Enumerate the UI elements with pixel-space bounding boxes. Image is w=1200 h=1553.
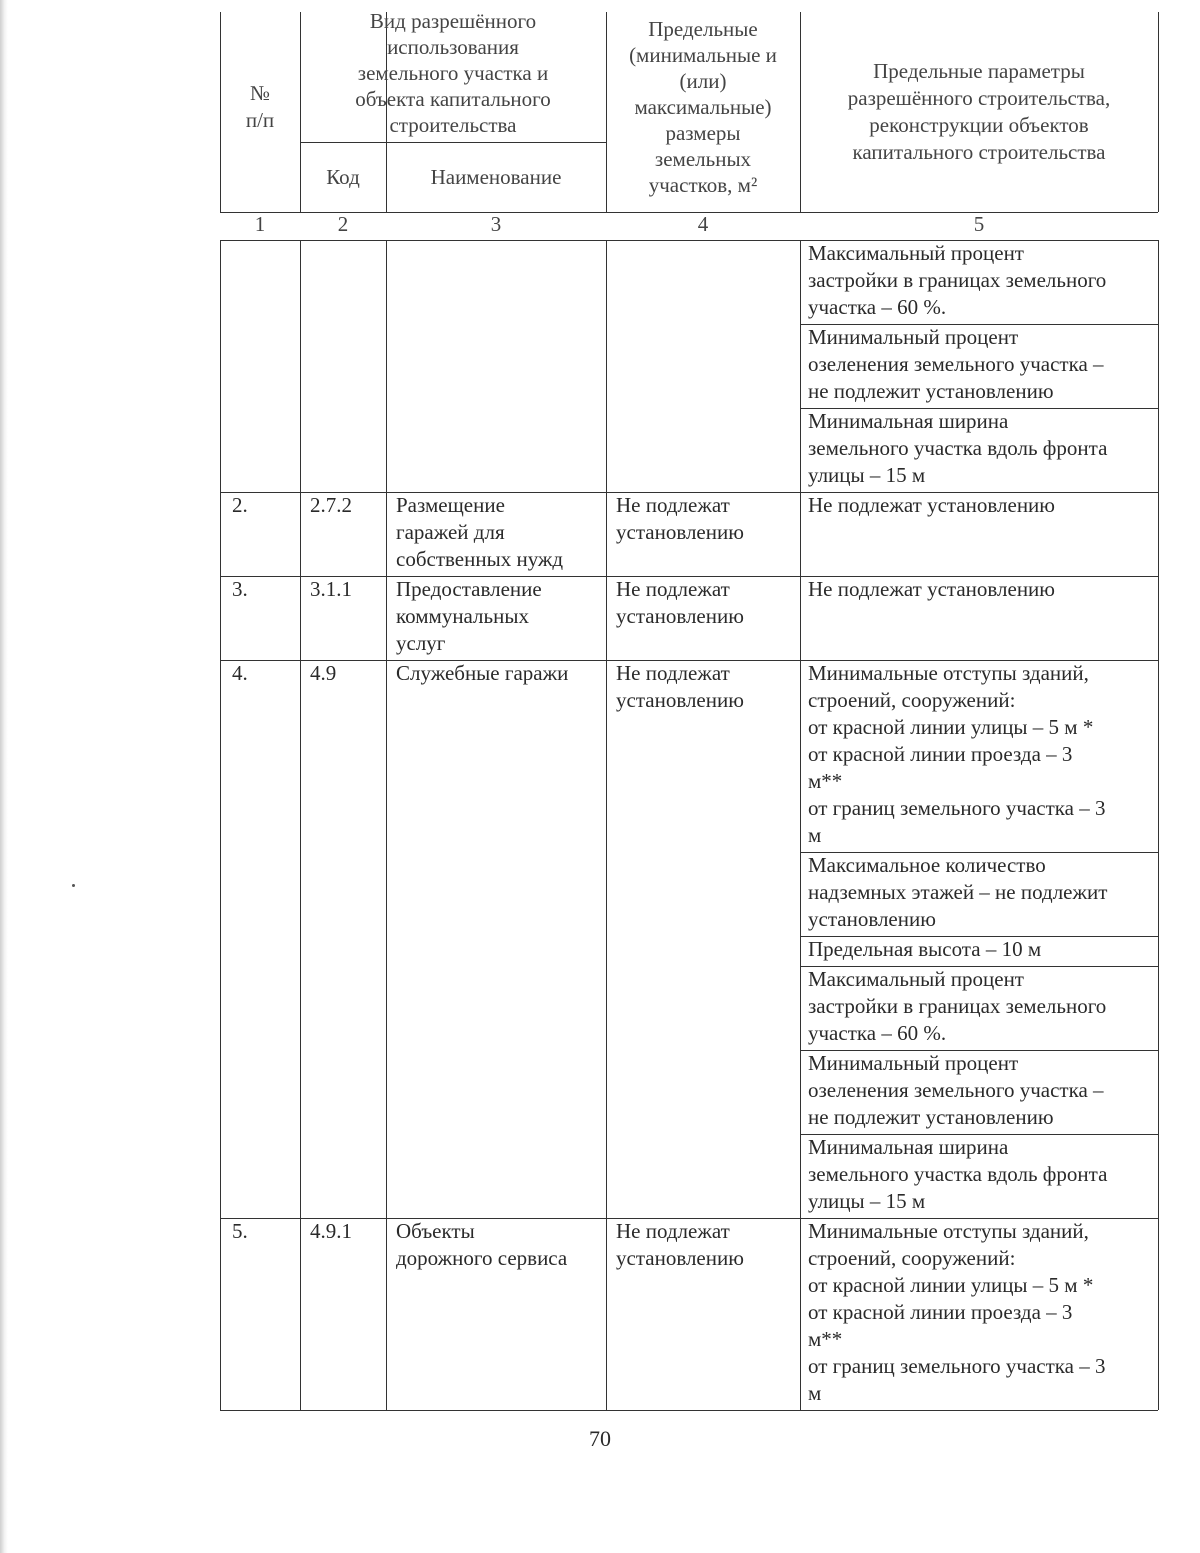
parameter-cell (808, 492, 1158, 519)
column-number-2-line: 2 (337, 212, 349, 236)
row-plot-size-line: Не подлежат (616, 661, 730, 685)
header-col-number-line: п/п (245, 108, 275, 132)
header-use-type-line: земельного участка и (357, 61, 549, 85)
row-border (220, 240, 221, 492)
parameter-cell-line: м (808, 823, 822, 847)
row-plot-size (616, 1218, 800, 1272)
header-name (386, 164, 606, 191)
scan-edge-shadow (0, 0, 8, 1553)
parameter-cell-line: земельного участка вдоль фронта (808, 1162, 1108, 1186)
column-number-3-line: 3 (490, 212, 502, 236)
row-border (606, 492, 607, 576)
parameter-cell-line: от красной линии улицы – 5 м * (808, 1273, 1094, 1297)
column-number-3 (386, 211, 606, 238)
header-parameters-line: реконструкции объектов (869, 113, 1089, 137)
parameter-cell-line: улицы – 15 м (808, 463, 926, 487)
parameter-cell-line: Предельная высота – 10 м (808, 937, 1042, 961)
row-name-line: собственных нужд (396, 547, 564, 571)
row-number-line: 5. (232, 1219, 248, 1243)
parameter-cell-line: строений, сооружений: (808, 1246, 1016, 1270)
row-border (606, 576, 607, 660)
parameter-cell-line: м** (808, 1327, 843, 1351)
parameter-cell (808, 324, 1158, 405)
column-number-5-line: 5 (973, 212, 985, 236)
row-name (396, 1218, 606, 1272)
row-border (220, 1218, 221, 1410)
row-border (386, 576, 387, 660)
parameter-cell-line: Максимальный процент (808, 967, 1024, 991)
header-name-line: Наименование (430, 165, 562, 189)
parameter-cell-line: от красной линии проезда – 3 (808, 1300, 1073, 1324)
row-code-line: 2.7.2 (310, 493, 352, 517)
row-plot-size-line: установлению (616, 520, 744, 544)
parameter-cell-line: Максимальный процент (808, 241, 1024, 265)
header-use-type-line: объекта капитального (355, 87, 551, 111)
row-plot-size-line: Не подлежат (616, 493, 730, 517)
row-plot-size (616, 492, 800, 546)
row-border (220, 660, 221, 1218)
row-border (300, 1218, 301, 1410)
row-border (300, 660, 301, 1218)
header-plot-size-line: земельных (654, 147, 752, 171)
row-number (232, 660, 300, 687)
parameter-cell-line: улицы – 15 м (808, 1189, 926, 1213)
row-plot-size (616, 576, 800, 630)
row-name-line: услуг (396, 631, 446, 655)
header-parameters-line: разрешённого строительства, (847, 86, 1111, 110)
parameter-cell-line: не подлежит установлению (808, 379, 1054, 403)
row-plot-size-line: Не подлежат (616, 577, 730, 601)
parameter-cell-line: участка – 60 %. (808, 1021, 947, 1045)
parameter-cell-line: Не подлежат установлению (808, 577, 1055, 601)
parameter-cell-line: строений, сооружений: (808, 688, 1016, 712)
row-code-line: 3.1.1 (310, 577, 352, 601)
column-number-2 (300, 211, 386, 238)
row-name (396, 576, 606, 657)
row-border (386, 240, 387, 492)
row-border (1158, 576, 1159, 660)
parameter-cell-line: м** (808, 769, 843, 793)
parameter-cell-line: от границ земельного участка – 3 (808, 1354, 1106, 1378)
parameter-cell (808, 1134, 1158, 1215)
row-border (800, 576, 801, 660)
row-name (396, 492, 606, 573)
header-plot-size-line: Предельные (648, 17, 758, 41)
parameter-cell-line: озеленения земельного участка – (808, 1078, 1104, 1102)
parameter-cell-line: от красной линии улицы – 5 м * (808, 715, 1094, 739)
parameter-cell (808, 936, 1158, 963)
row-border (1158, 240, 1159, 492)
parameter-cell-line: Не подлежат установлению (808, 493, 1055, 517)
row-name-line: гаражей для (396, 520, 505, 544)
header-col-number (220, 80, 300, 134)
header-use-type (300, 8, 606, 138)
row-plot-size-line: установлению (616, 1246, 744, 1270)
row-border (300, 576, 301, 660)
row-name-line: дорожного сервиса (396, 1246, 568, 1270)
row-border (220, 492, 221, 576)
parameter-cell-line: от красной линии проезда – 3 (808, 742, 1073, 766)
row-border (386, 660, 387, 1218)
row-border (386, 1218, 387, 1410)
row-number-line: 2. (232, 493, 248, 517)
column-number-4 (606, 211, 800, 238)
parameter-cell-line: застройки в границах земельного (808, 268, 1107, 292)
column-number-5 (800, 211, 1158, 238)
row-border (386, 492, 387, 576)
row-name (396, 660, 606, 687)
row-border (800, 492, 801, 576)
column-number-1-line: 1 (254, 212, 266, 236)
header-parameters-line: Предельные параметры (873, 59, 1085, 83)
parameter-cell-line: Минимальная ширина (808, 409, 1009, 433)
row-number (232, 1218, 300, 1245)
row-number-line: 4. (232, 661, 248, 685)
row-border (800, 240, 801, 492)
row-name-line: Служебные гаражи (396, 661, 569, 685)
header-plot-size (606, 16, 800, 198)
row-number (232, 576, 300, 603)
row-border (606, 1218, 607, 1410)
parameter-cell-line: застройки в границах земельного (808, 994, 1107, 1018)
row-name-line: Объекты (396, 1219, 475, 1243)
parameter-cell-line: м (808, 1381, 822, 1405)
row-bottom-border (220, 1410, 1158, 1411)
column-number-1 (220, 211, 300, 238)
header-use-type-line: строительства (389, 113, 517, 137)
row-name-line: Размещение (396, 493, 505, 517)
parameter-cell-line: не подлежит установлению (808, 1105, 1054, 1129)
row-border (606, 660, 607, 1218)
parameter-cell (808, 852, 1158, 933)
parameter-cell-line: Минимальный процент (808, 1051, 1019, 1075)
row-code (310, 576, 386, 603)
header-parameters-line: капитального строительства (852, 140, 1106, 164)
column-border-5 (1158, 12, 1159, 212)
row-border (300, 240, 301, 492)
parameter-cell-line: установлению (808, 907, 936, 931)
parameter-cell-line: земельного участка вдоль фронта (808, 436, 1108, 460)
header-code-line: Код (326, 165, 360, 189)
row-border (300, 492, 301, 576)
row-number (232, 492, 300, 519)
parameter-cell (808, 240, 1158, 321)
parameter-cell-line: Минимальные отступы зданий, (808, 661, 1089, 685)
row-border (800, 660, 801, 1218)
header-use-type-line: использования (387, 35, 519, 59)
row-code (310, 492, 386, 519)
header-parameters (800, 58, 1158, 166)
row-number-line: 3. (232, 577, 248, 601)
header-use-type-line: Вид разрешённого (369, 9, 537, 33)
row-name-line: коммунальных (396, 604, 529, 628)
row-name-line: Предоставление (396, 577, 542, 601)
column-number-4-line: 4 (697, 212, 709, 236)
header-subdivider (300, 142, 606, 143)
row-code (310, 1218, 386, 1245)
row-plot-size (616, 660, 800, 714)
row-code-line: 4.9 (310, 661, 337, 685)
row-border (1158, 660, 1159, 1218)
parameter-cell (808, 1218, 1158, 1407)
header-col-number-line: № (249, 81, 271, 105)
header-plot-size-line: размеры (665, 121, 741, 145)
parameter-cell-line: Максимальное количество (808, 853, 1046, 877)
parameter-cell-line: Минимальный процент (808, 325, 1019, 349)
page-number: 70 (589, 1426, 611, 1451)
parameter-cell-line: Минимальная ширина (808, 1135, 1009, 1159)
row-border (606, 240, 607, 492)
row-border (1158, 492, 1159, 576)
row-border (1158, 1218, 1159, 1410)
row-code (310, 660, 386, 687)
parameter-cell-line: участка – 60 %. (808, 295, 947, 319)
row-border (800, 1218, 801, 1410)
parameter-cell (808, 1050, 1158, 1131)
row-border (220, 576, 221, 660)
row-code-line: 4.9.1 (310, 1219, 352, 1243)
row-plot-size-line: установлению (616, 688, 744, 712)
row-plot-size-line: Не подлежат (616, 1219, 730, 1243)
header-plot-size-line: максимальные) (634, 95, 772, 119)
parameter-cell (808, 660, 1158, 849)
parameter-cell (808, 576, 1158, 603)
parameter-cell-line: озеленения земельного участка – (808, 352, 1104, 376)
header-plot-size-line: участков, м² (648, 173, 758, 197)
parameter-cell-line: надземных этажей – не подлежит (808, 880, 1108, 904)
row-plot-size-line: установлению (616, 604, 744, 628)
parameter-cell-line: Минимальные отступы зданий, (808, 1219, 1089, 1243)
scan-speck (72, 884, 75, 887)
header-plot-size-line: (или) (679, 69, 727, 93)
parameter-cell-line: от границ земельного участка – 3 (808, 796, 1106, 820)
header-plot-size-line: (минимальные и (629, 43, 777, 67)
parameter-cell (808, 966, 1158, 1047)
header-code (300, 164, 386, 191)
parameter-cell (808, 408, 1158, 489)
